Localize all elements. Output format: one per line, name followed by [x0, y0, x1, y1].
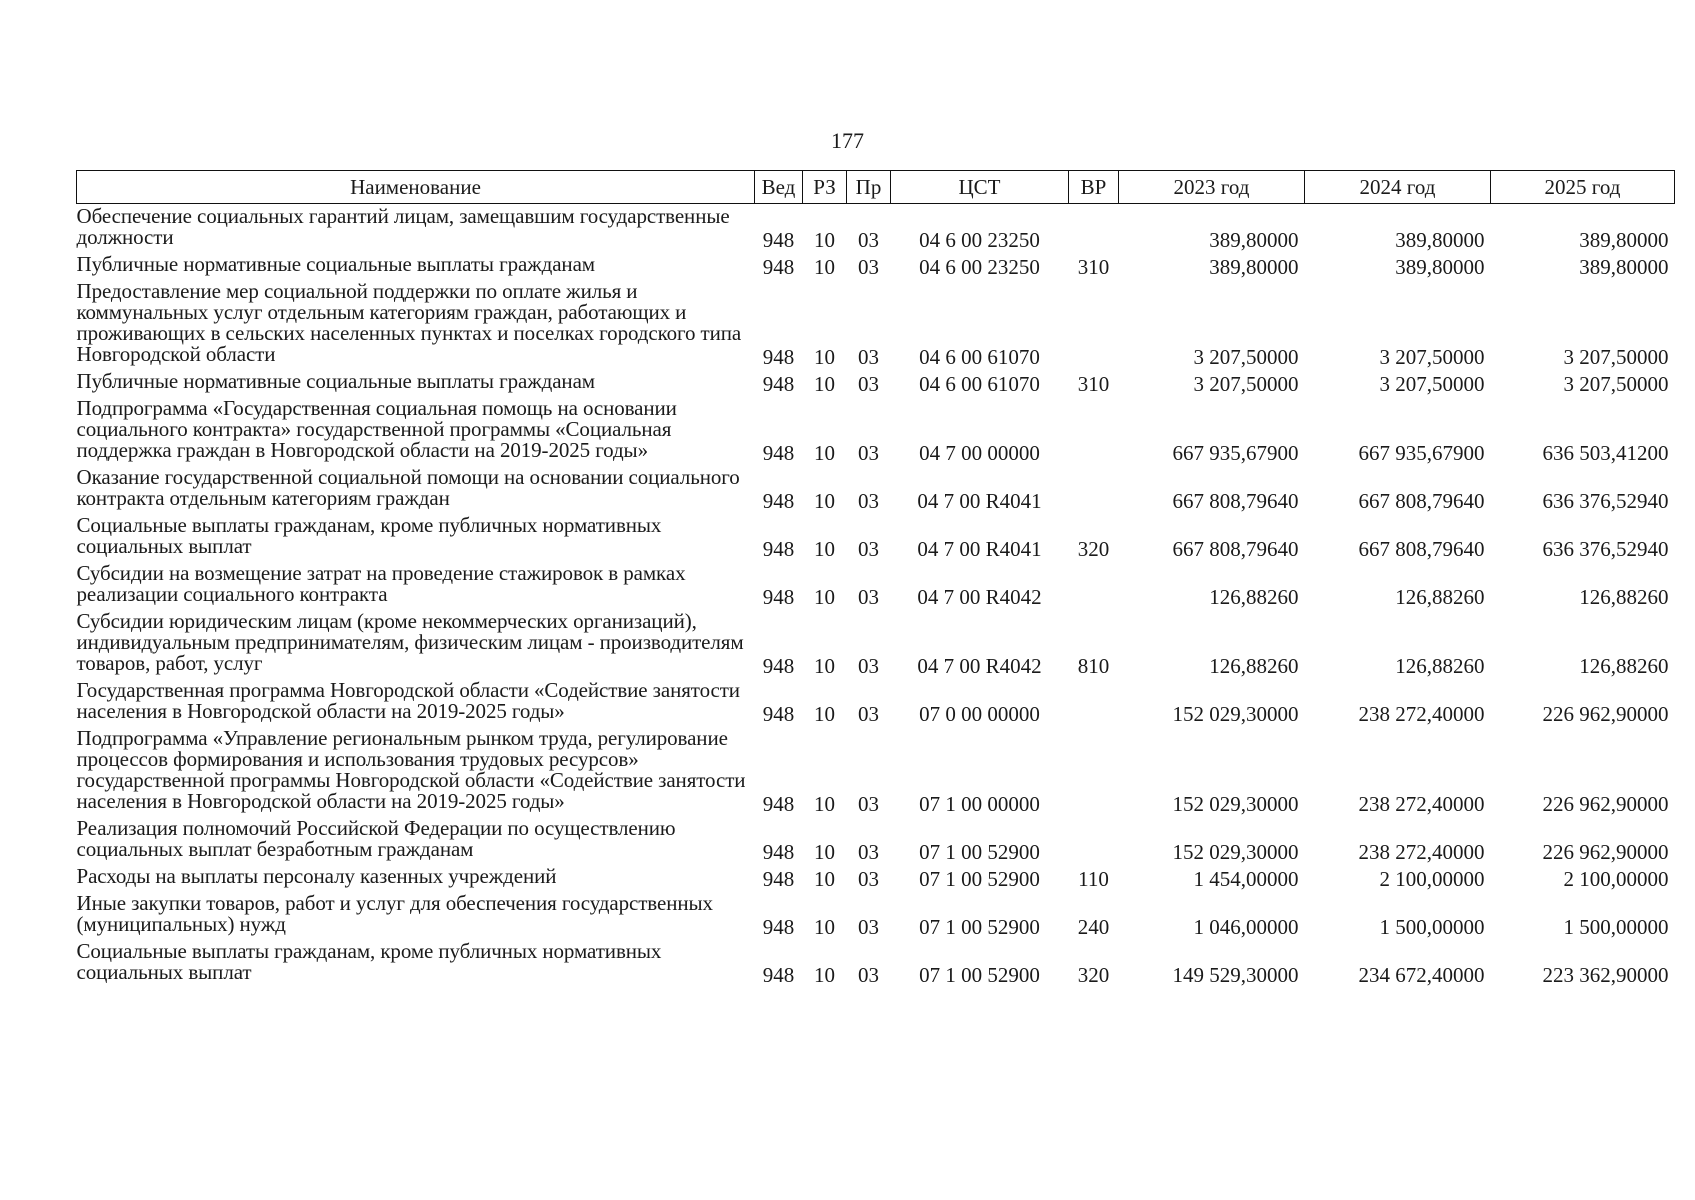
row-name: Подпрограмма «Государственная социальная помощь на основании социального контракта» государственной программы «Социальная поддержка граждан в Новгородской области на 2019-2025 годы» [76, 396, 677, 462]
row-vr: 320 [1077, 537, 1110, 561]
row-pr: 03 [858, 372, 879, 396]
row-amount-2025: 636 376,52940 [1542, 489, 1669, 513]
row-rz: 10 [814, 537, 835, 561]
row-amount-2024: 238 272,40000 [1358, 840, 1485, 864]
row-name: Обеспечение социальных гарантий лицам, замещавшим государственные должности [76, 204, 730, 249]
row-ved: 948 [762, 840, 795, 864]
table-row [77, 939, 1675, 987]
row-name: Расходы на выплаты персоналу казенных учреждений [76, 864, 557, 888]
header-rz: РЗ [803, 171, 847, 204]
page-number: 177 [831, 128, 864, 153]
row-pr: 03 [858, 228, 879, 252]
row-rz: 10 [814, 840, 835, 864]
row-rz: 10 [814, 702, 835, 726]
header-name: Наименование [77, 171, 755, 204]
row-cst: 04 7 00 00000 [919, 441, 1040, 465]
row-amount-2023: 667 808,79640 [1172, 489, 1299, 513]
row-amount-2023: 152 029,30000 [1172, 840, 1299, 864]
row-pr: 03 [858, 489, 879, 513]
row-amount-2023: 667 808,79640 [1172, 537, 1299, 561]
row-cst: 04 7 00 R4042 [917, 654, 1042, 678]
row-name: Социальные выплаты гражданам, кроме публичных нормативных социальных выплат [76, 513, 662, 558]
table-row [77, 561, 1675, 609]
row-name: Государственная программа Новгородской области «Содействие занятости населения в Новгородской области на 2019-2025 годы» [76, 678, 740, 723]
row-pr: 03 [858, 345, 879, 369]
row-pr: 03 [858, 915, 879, 939]
row-vr [1069, 465, 1119, 513]
row-amount-2023: 667 935,67900 [1172, 441, 1299, 465]
row-pr: 03 [858, 867, 879, 891]
row-vr [1069, 678, 1119, 726]
row-cst: 07 0 00 00000 [919, 702, 1040, 726]
table-row [77, 678, 1675, 726]
table-row [77, 279, 1675, 369]
row-amount-2024: 238 272,40000 [1358, 792, 1485, 816]
row-rz: 10 [814, 654, 835, 678]
row-amount-2024: 126,88260 [1395, 654, 1485, 678]
row-ved: 948 [762, 792, 795, 816]
row-vr [1069, 279, 1119, 369]
row-amount-2024: 389,80000 [1395, 255, 1485, 279]
row-amount-2025: 1 500,00000 [1563, 915, 1669, 939]
header-2023: 2023 год [1119, 171, 1305, 204]
row-vr: 240 [1077, 915, 1110, 939]
row-cst: 07 1 00 52900 [919, 963, 1040, 987]
row-pr: 03 [858, 840, 879, 864]
row-name: Реализация полномочий Российской Федерации по осуществлению социальных выплат безработным гражданам [76, 816, 676, 861]
row-amount-2024: 126,88260 [1395, 585, 1485, 609]
row-rz: 10 [814, 792, 835, 816]
row-name: Субсидии юридическим лицам (кроме некоммерческих организаций), индивидуальным предпринимателям, физическим лицам - производителям товаров, работ, услуг [76, 609, 744, 675]
row-pr: 03 [858, 537, 879, 561]
row-rz: 10 [814, 372, 835, 396]
row-amount-2025: 226 962,90000 [1542, 840, 1669, 864]
row-ved: 948 [762, 915, 795, 939]
row-ved: 948 [762, 228, 795, 252]
header-pr: Пр [847, 171, 891, 204]
table-row [77, 513, 1675, 561]
table-row [77, 726, 1675, 816]
row-pr: 03 [858, 654, 879, 678]
row-name: Публичные нормативные социальные выплаты гражданам [76, 252, 595, 276]
row-vr: 810 [1077, 654, 1110, 678]
row-ved: 948 [762, 654, 795, 678]
row-ved: 948 [762, 372, 795, 396]
row-rz: 10 [814, 585, 835, 609]
row-ved: 948 [762, 963, 795, 987]
row-cst: 04 6 00 61070 [919, 372, 1040, 396]
row-vr [1069, 816, 1119, 864]
row-amount-2025: 126,88260 [1579, 585, 1669, 609]
row-name: Оказание государственной социальной помощи на основании социального контракта отдельным категориям граждан [76, 465, 740, 510]
row-pr: 03 [858, 792, 879, 816]
row-ved: 948 [762, 585, 795, 609]
row-cst: 07 1 00 52900 [919, 840, 1040, 864]
row-name: Предоставление мер социальной поддержки по оплате жилья и коммунальных услуг отдельным категориям граждан, работающих и проживающих в сельских населенных пунктах и поселках городского типа Новгородской области [76, 279, 742, 366]
row-ved: 948 [762, 702, 795, 726]
row-amount-2023: 152 029,30000 [1172, 792, 1299, 816]
row-cst: 04 7 00 R4041 [917, 489, 1042, 513]
row-vr: 110 [1078, 867, 1109, 891]
row-vr [1069, 396, 1119, 465]
row-cst: 04 6 00 23250 [919, 228, 1040, 252]
row-vr: 310 [1077, 372, 1110, 396]
table-row [77, 369, 1675, 396]
row-amount-2025: 3 207,50000 [1563, 345, 1669, 369]
row-rz: 10 [814, 915, 835, 939]
table-row [77, 816, 1675, 864]
row-ved: 948 [762, 345, 795, 369]
row-cst: 07 1 00 52900 [919, 867, 1040, 891]
row-name: Субсидии на возмещение затрат на проведение стажировок в рамках реализации социального контракта [76, 561, 686, 606]
row-amount-2024: 667 808,79640 [1358, 489, 1485, 513]
table-row [77, 609, 1675, 678]
row-amount-2025: 389,80000 [1579, 228, 1669, 252]
header-cst: ЦСТ [891, 171, 1069, 204]
row-vr [1069, 561, 1119, 609]
table-row [77, 465, 1675, 513]
row-pr: 03 [858, 585, 879, 609]
row-pr: 03 [858, 963, 879, 987]
row-vr: 320 [1077, 963, 1110, 987]
row-cst: 07 1 00 00000 [919, 792, 1040, 816]
row-amount-2023: 3 207,50000 [1193, 372, 1299, 396]
table-row [77, 864, 1675, 891]
row-name: Публичные нормативные социальные выплаты гражданам [76, 369, 595, 393]
row-amount-2024: 1 500,00000 [1379, 915, 1485, 939]
row-amount-2025: 226 962,90000 [1542, 702, 1669, 726]
row-rz: 10 [814, 867, 835, 891]
table-row [77, 891, 1675, 939]
row-amount-2024: 238 272,40000 [1358, 702, 1485, 726]
row-amount-2025: 126,88260 [1579, 654, 1669, 678]
table-body [77, 204, 1675, 988]
row-ved: 948 [762, 441, 795, 465]
row-vr [1069, 204, 1119, 253]
row-amount-2025: 3 207,50000 [1563, 372, 1669, 396]
table-row [77, 252, 1675, 279]
row-cst: 04 6 00 23250 [919, 255, 1040, 279]
row-amount-2023: 126,88260 [1209, 585, 1299, 609]
row-amount-2023: 1 454,00000 [1193, 867, 1299, 891]
row-amount-2024: 667 808,79640 [1358, 537, 1485, 561]
row-amount-2024: 667 935,67900 [1358, 441, 1485, 465]
header-vr: ВР [1069, 171, 1119, 204]
row-rz: 10 [814, 345, 835, 369]
row-amount-2025: 226 962,90000 [1542, 792, 1669, 816]
header-2024: 2024 год [1305, 171, 1491, 204]
row-rz: 10 [814, 228, 835, 252]
row-amount-2025: 636 503,41200 [1542, 441, 1669, 465]
budget-table [76, 170, 1675, 987]
row-name: Социальные выплаты гражданам, кроме публичных нормативных социальных выплат [76, 939, 662, 984]
row-amount-2024: 2 100,00000 [1379, 867, 1485, 891]
row-amount-2025: 2 100,00000 [1563, 867, 1669, 891]
row-cst: 04 7 00 R4041 [917, 537, 1042, 561]
row-rz: 10 [814, 489, 835, 513]
row-cst: 04 6 00 61070 [919, 345, 1040, 369]
row-amount-2025: 223 362,90000 [1542, 963, 1669, 987]
table-row [77, 204, 1675, 253]
row-rz: 10 [814, 441, 835, 465]
row-amount-2023: 389,80000 [1209, 255, 1299, 279]
row-amount-2024: 389,80000 [1395, 228, 1485, 252]
row-ved: 948 [762, 537, 795, 561]
row-vr: 310 [1077, 255, 1110, 279]
row-cst: 04 7 00 R4042 [917, 585, 1042, 609]
row-rz: 10 [814, 255, 835, 279]
row-rz: 10 [814, 963, 835, 987]
row-amount-2025: 636 376,52940 [1542, 537, 1669, 561]
row-amount-2023: 126,88260 [1209, 654, 1299, 678]
row-ved: 948 [762, 489, 795, 513]
row-pr: 03 [858, 255, 879, 279]
row-pr: 03 [858, 441, 879, 465]
row-pr: 03 [858, 702, 879, 726]
row-amount-2024: 3 207,50000 [1379, 345, 1485, 369]
row-amount-2025: 389,80000 [1579, 255, 1669, 279]
row-name: Подпрограмма «Управление региональным рынком труда, регулирование процессов формирования и использования трудовых ресурсов» государственной программы Новгородской области «Содействие занятости населения в Новгородской области на 2019-2025 годы» [76, 726, 746, 813]
row-cst: 07 1 00 52900 [919, 915, 1040, 939]
row-amount-2023: 152 029,30000 [1172, 702, 1299, 726]
table-row [77, 396, 1675, 465]
header-ved: Вед [755, 171, 803, 204]
row-amount-2023: 389,80000 [1209, 228, 1299, 252]
row-vr [1069, 726, 1119, 816]
row-amount-2023: 1 046,00000 [1193, 915, 1299, 939]
row-amount-2023: 149 529,30000 [1172, 963, 1299, 987]
row-amount-2024: 3 207,50000 [1379, 372, 1485, 396]
row-amount-2023: 3 207,50000 [1193, 345, 1299, 369]
row-ved: 948 [762, 867, 795, 891]
row-amount-2024: 234 672,40000 [1358, 963, 1485, 987]
row-ved: 948 [762, 255, 795, 279]
row-name: Иные закупки товаров, работ и услуг для обеспечения государственных (муниципальных) нужд [76, 891, 713, 936]
table-header-row [77, 171, 1675, 204]
header-2025: 2025 год [1491, 171, 1675, 204]
